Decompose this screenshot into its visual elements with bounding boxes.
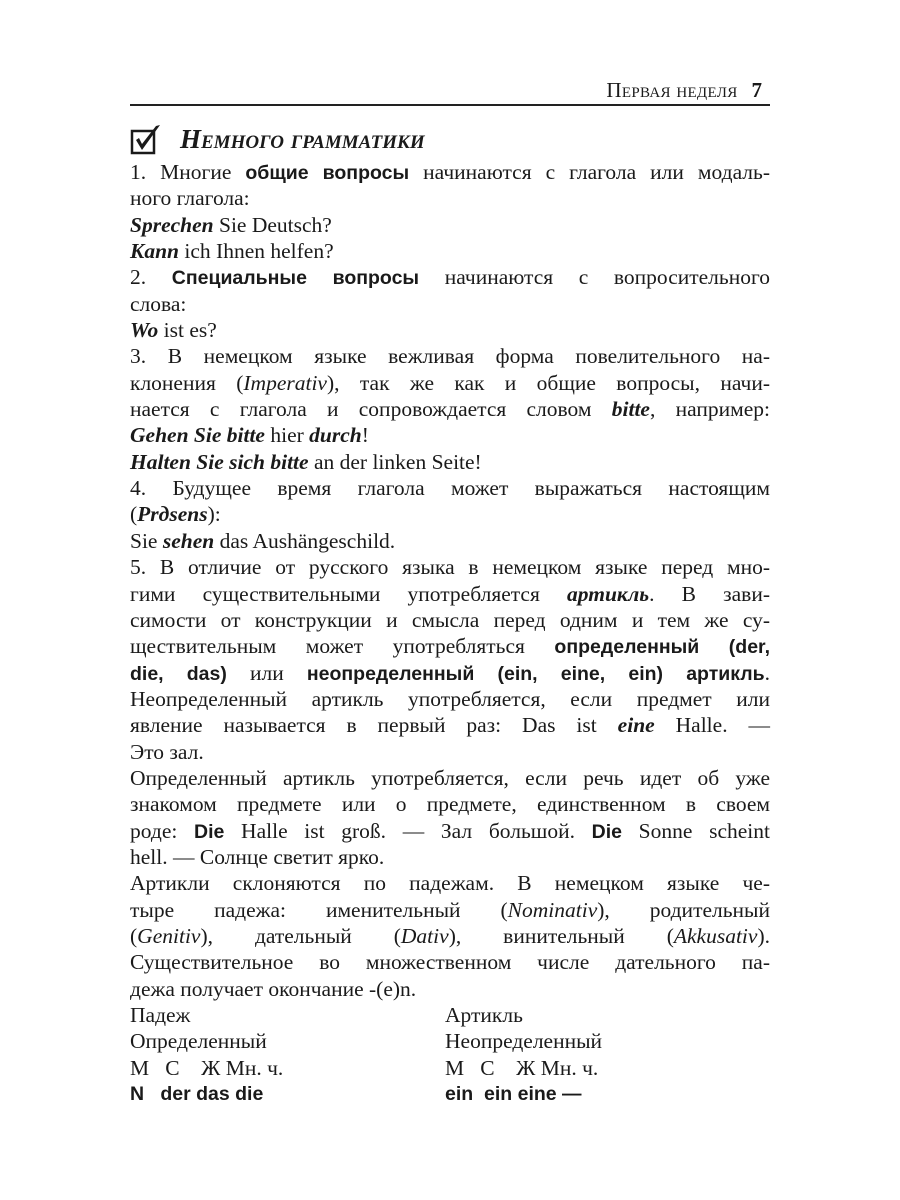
table-cell: Падеж	[130, 1003, 191, 1027]
text-line	[130, 976, 770, 1002]
text-run: тыре падежа: именительный (	[130, 897, 508, 922]
bold-term: Специальные вопросы	[171, 267, 420, 290]
text-line	[130, 660, 770, 686]
text-run: или	[226, 660, 307, 685]
text-run: , например:	[649, 397, 770, 422]
bold-term: Halten Sie sich bitte	[130, 449, 309, 474]
page-number: 7	[751, 78, 762, 102]
text-run: ), винительный (	[448, 923, 674, 948]
text-run: начинаются с глагола или модаль-	[409, 160, 770, 184]
text-line	[130, 396, 770, 422]
text-line	[130, 554, 770, 580]
bold-term: Die	[194, 820, 225, 843]
table-cell: N der das die	[130, 1083, 264, 1106]
bold-term: определенный (der,	[554, 636, 770, 659]
text-line	[130, 712, 770, 738]
table-cell: Артикль	[445, 1003, 523, 1027]
text-line	[130, 317, 770, 343]
text-run: (	[130, 502, 138, 527]
text-run: Определенный артикль употребляется, если речь идет об уже	[130, 765, 770, 790]
text-run: Неопределенный артикль употребляется, если предмет или	[130, 686, 770, 711]
bold-term: Die	[591, 820, 622, 843]
text-line	[130, 923, 770, 949]
bold-term: Wo	[130, 318, 159, 343]
italic-term: Imperativ	[243, 370, 327, 395]
table-row	[130, 1081, 770, 1107]
text-line	[130, 185, 770, 211]
text-run: Sie Deutsch?	[213, 212, 332, 237]
text-run: дежа получает окончание -(e)n.	[130, 976, 417, 1001]
text-run: ):	[207, 502, 221, 527]
text-run: 4. Будущее время глагола может выражаться настоящим	[130, 476, 770, 501]
text-line	[130, 686, 770, 712]
text-line	[130, 475, 770, 501]
text-line	[130, 528, 770, 554]
bold-term: общие вопросы	[245, 162, 410, 184]
italic-term: Akkusativ	[673, 923, 758, 948]
text-run: Sonne scheint	[622, 818, 771, 843]
section-title: Немного грамматики	[180, 123, 425, 154]
text-line	[130, 844, 770, 870]
text-line	[130, 897, 770, 923]
bold-term: Gehen Sie bitte	[130, 423, 265, 448]
text-run: ), так же как и общие вопросы, начи-	[326, 370, 770, 395]
text-run: ), родительный	[597, 897, 770, 922]
text-run: ich Ihnen helfen?	[179, 239, 334, 264]
table-row	[130, 1028, 770, 1054]
text-run: hell. — Солнце светит ярко.	[130, 844, 385, 869]
text-line	[130, 818, 770, 844]
text-run: гими существительными употребляется	[130, 581, 568, 606]
text-run: . В зави-	[649, 581, 770, 606]
text-line	[130, 739, 770, 765]
italic-term: Nominativ	[507, 897, 598, 922]
section-heading	[130, 122, 425, 156]
text-run: роде:	[130, 818, 195, 843]
text-line	[130, 159, 770, 185]
text-line	[130, 607, 770, 633]
bold-term: sehen	[162, 528, 215, 553]
text-line	[130, 212, 770, 238]
bold-term: bitte	[611, 397, 650, 422]
running-head-title: Первая неделя	[606, 78, 738, 102]
bold-term: Kann	[130, 239, 180, 264]
article-table	[130, 1002, 770, 1107]
text-run: 3. В немецком языке вежливая форма повелительного на-	[130, 344, 770, 369]
table-row	[130, 1002, 770, 1028]
text-run: ).	[757, 923, 770, 948]
text-line	[130, 291, 770, 317]
text-line	[130, 422, 770, 448]
text-run: an der linken Seite!	[308, 449, 482, 474]
bold-term: артикль	[567, 581, 650, 606]
text-run: клонения (	[130, 370, 244, 395]
text-run: Существительное во множественном числе дательного па-	[130, 950, 770, 975]
text-run: симости от конструкции и смысла перед одним и тем же су-	[130, 607, 770, 632]
text-run: начинаются с вопросительного	[419, 265, 771, 290]
text-line	[130, 765, 770, 791]
text-run: (	[130, 923, 138, 948]
table-row	[130, 1055, 770, 1081]
checkbox-check-icon	[130, 123, 164, 155]
text-run: 1. Многие	[130, 160, 246, 184]
text-run: ного глагола:	[130, 186, 250, 211]
text-line	[130, 581, 770, 607]
text-run: 2.	[130, 265, 172, 290]
bold-term: Prдsens	[137, 502, 208, 527]
bold-term: Sprechen	[130, 212, 214, 237]
text-line	[130, 343, 770, 369]
text-run: Это зал.	[130, 739, 204, 764]
text-line	[130, 791, 770, 817]
text-line	[130, 870, 770, 896]
text-line	[130, 949, 770, 975]
italic-term: Genitiv	[137, 923, 201, 948]
table-cell: М С Ж Мн. ч.	[445, 1055, 599, 1080]
running-head	[130, 78, 770, 106]
text-run: Halle ist groß. — Зал большой.	[224, 818, 592, 843]
text-run: явление называется в первый раз: Das ist	[130, 713, 618, 738]
text-run: Sie	[130, 528, 163, 553]
text-run: ist es?	[158, 318, 217, 343]
text-run: .	[764, 660, 770, 685]
text-run: слова:	[130, 291, 187, 316]
paragraph-lines	[130, 159, 770, 1002]
table-cell: Определенный	[130, 1029, 267, 1054]
bold-term: eine	[617, 713, 655, 738]
text-line	[130, 238, 770, 264]
bold-term: durch	[309, 423, 362, 448]
text-run: Halle. —	[654, 713, 770, 738]
body-text	[130, 159, 770, 1107]
bold-term: неопределенный (ein, eine, ein) артикль	[306, 662, 765, 685]
text-run: знакомом предмете или о предмете, единственном в своем	[130, 792, 770, 817]
text-run: hier	[264, 423, 310, 448]
text-line	[130, 370, 770, 396]
text-run: !	[361, 423, 369, 448]
text-run: ), дательный (	[200, 923, 401, 948]
table-cell: Неопределенный	[445, 1029, 603, 1054]
italic-term: Dativ	[400, 923, 449, 948]
text-line	[130, 633, 770, 659]
text-run: 5. В отличие от русского языка в немецком языке перед мно-	[130, 555, 770, 580]
text-run: Артикли склоняются по падежам. В немецком языке че-	[130, 871, 770, 896]
text-line	[130, 501, 770, 527]
text-run: нается с глагола и сопровождается словом	[130, 397, 612, 422]
table-cell: ein ein eine —	[445, 1083, 582, 1106]
bold-term: die, das)	[130, 662, 227, 685]
text-run: ществительным может употребляться	[130, 634, 555, 659]
text-line	[130, 449, 770, 475]
table-cell: М С Ж Мн. ч.	[130, 1055, 284, 1080]
text-run: das Aushängeschild.	[214, 528, 396, 553]
text-line	[130, 264, 770, 290]
